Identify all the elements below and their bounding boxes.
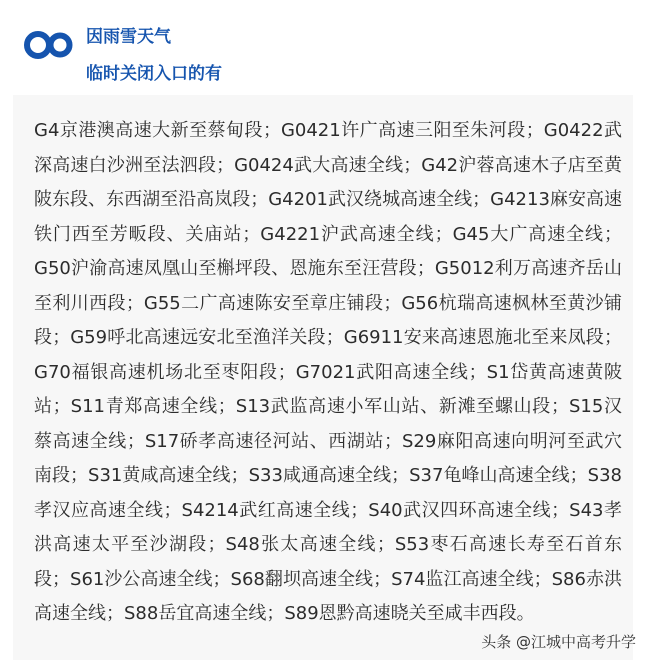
infinity-logo-icon (24, 30, 76, 60)
heading-line-1: 因雨雪天气 (86, 27, 171, 47)
heading-line-2: 临时关闭入口的有 (86, 64, 222, 84)
closure-list-text: G4京港澳高速大新至蔡甸段；G0421许广高速三阳至朱河段；G0422武深高速白沙洲至法泗段；G0424武大高速全线；G42沪蓉高速木子店至黄陂东段、东西湖至沿高岚段；G4201武汉绕城高速全线；G4213麻安高速铁门西至芳畈段、关庙站；G4221沪武高速全线；G45大广高速全线；G50沪渝高速凤凰山至槲坪段、恩施东至汪营段；G5012利万高速齐岳山至利川西段；G55二广高速陈安至章庄铺段；G56杭瑞高速枫林至黄沙铺段；G59呼北高速远安北至渔洋关段；G6911安来高速恩施北至来凤段；G70福银高速机场北至枣阳段；G7021武阳高速全线；S1岱黄高速黄陂站；S11青郑高速全线；S13武监高速小军山站、新滩至螺山段；S15汉蔡高速全线；S17硚孝高速径河站、西湖站；S29麻阳高速向明河至武穴南段；S31黄咸高速全线；S33咸通高速全线；S37龟峰山高速全线；S38孝汉应高速全线；S4214武红高速全线；S40武汉四环高速全线；S43孝洪高速太平至沙湖段；S48张太高速全线；S53枣石高速长寿至石首东段；S61沙公高速全线；S68翻坝高速全线；S74监江高速全线；S86赤洪高速全线；S88岳宜高速全线；S89恩黔高速晓关至咸丰西段。 (34, 120, 622, 624)
source-watermark: 头条 @江城中高考升学 (481, 633, 636, 651)
